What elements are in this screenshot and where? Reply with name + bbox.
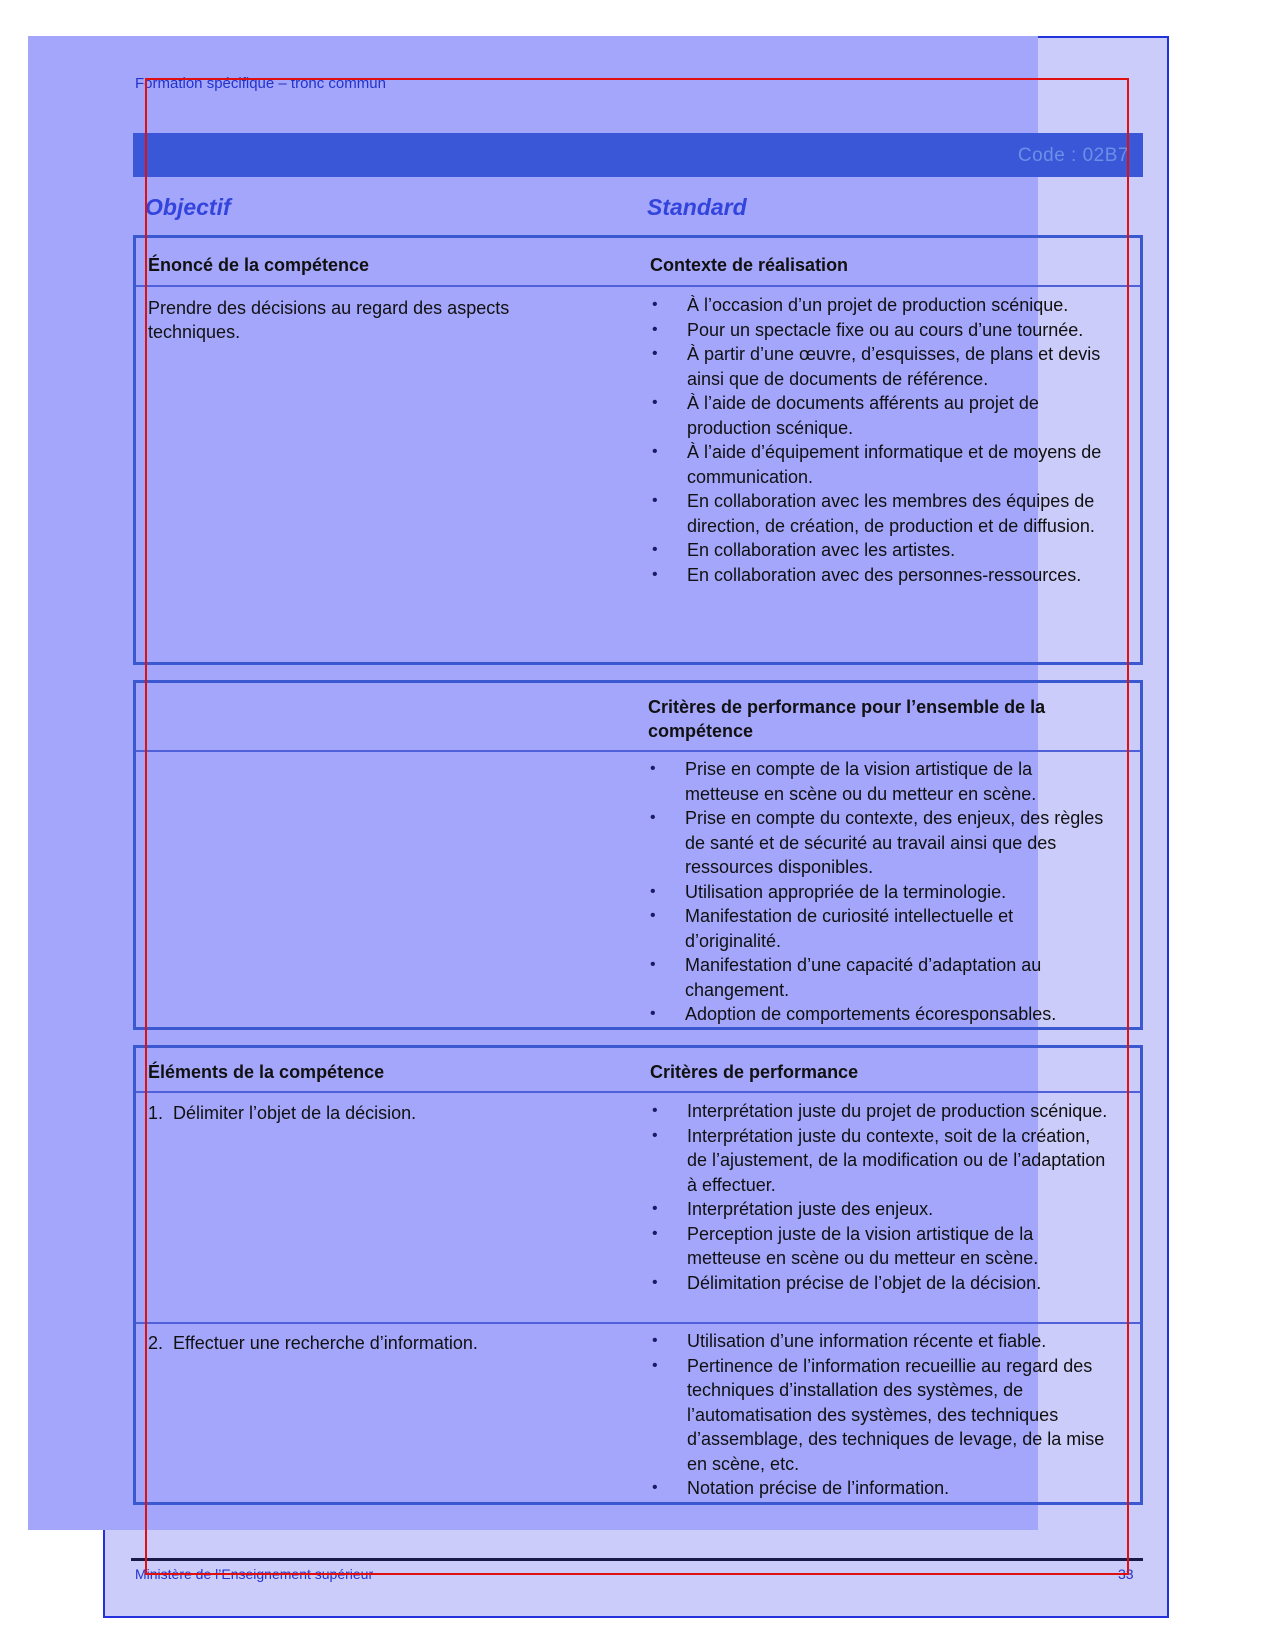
list-item: • Adoption de comportements écoresponsables.	[648, 1002, 1108, 1027]
list-item: • Notation précise de l’information.	[650, 1476, 1110, 1501]
element-2-criteria	[650, 1329, 1110, 1501]
statement-section	[133, 235, 1143, 665]
element-2: 2. Effectuer une recherche d’information.	[148, 1333, 478, 1353]
list-item: • Pour un spectacle fixe ou au cours d’une tournée.	[650, 318, 1120, 343]
list-item: • En collaboration avec les artistes.	[650, 538, 1120, 563]
context-header: Contexte de réalisation	[650, 255, 849, 275]
context-list	[650, 293, 1120, 587]
list-item: • À l’aide de documents afférents au projet de production scénique.	[650, 391, 1120, 440]
element-1-criteria	[650, 1099, 1110, 1295]
divider	[136, 750, 1140, 752]
list-item: • En collaboration avec des personnes-ressources.	[650, 563, 1120, 588]
divider	[136, 285, 1140, 287]
list-item: • Perception juste de la vision artistique de la metteuse en scène ou du metteur en scène.	[650, 1222, 1110, 1271]
list-item: • À l’occasion d’un projet de production scénique.	[650, 293, 1120, 318]
global-criteria-list	[648, 757, 1108, 1027]
list-item: • Pertinence de l’information recueillie au regard des techniques d’installation des systèmes, de l’automatisation des systèmes, des techniques d’assemblage, des techniques de levage, de la mise en scène, etc.	[650, 1354, 1110, 1477]
list-item: • Interprétation juste du projet de production scénique.	[650, 1099, 1110, 1124]
competency-code: Code : 02B7	[1017, 145, 1129, 166]
footer-ministry: Ministère de l’Enseignement supérieur	[135, 1566, 374, 1582]
list-item: • Prise en compte de la vision artistique de la metteuse en scène ou du metteur en scène.	[648, 757, 1108, 806]
performance-header: Critères de performance	[650, 1062, 859, 1082]
statement-header: Énoncé de la compétence	[148, 255, 370, 275]
list-item: • Délimitation précise de l’objet de la décision.	[650, 1271, 1110, 1296]
element-1: 1. Délimiter l’objet de la décision.	[148, 1103, 417, 1123]
divider	[136, 1322, 1140, 1324]
list-item: • Interprétation juste du contexte, soit de la création, de l’ajustement, de la modification ou de l’adaptation à effectuer.	[650, 1124, 1110, 1198]
list-item: • Utilisation appropriée de la terminologie.	[648, 880, 1108, 905]
column-title-standard: Standard	[647, 194, 747, 220]
list-item: • Interprétation juste des enjeux.	[650, 1197, 1110, 1222]
list-item: • À l’aide d’équipement informatique et de moyens de communication.	[650, 440, 1120, 489]
footer-divider	[131, 1558, 1143, 1561]
elements-section	[133, 1045, 1143, 1505]
code-bar	[133, 133, 1143, 177]
program-title: Formation spécifique – tronc commun	[135, 75, 386, 92]
list-item: • Manifestation d’une capacité d’adaptation au changement.	[648, 953, 1108, 1002]
column-title-objective: Objectif	[145, 194, 231, 220]
list-item: • Utilisation d’une information récente et fiable.	[650, 1329, 1110, 1354]
list-item: • Prise en compte du contexte, des enjeux, des règles de santé et de sécurité au travail ainsi que des ressources disponibles.	[648, 806, 1108, 880]
list-item: • En collaboration avec les membres des équipes de direction, de création, de production et de diffusion.	[650, 489, 1120, 538]
column-titles	[145, 194, 1135, 220]
divider	[136, 1091, 1140, 1093]
global-criteria-section	[133, 680, 1143, 1030]
list-item: • À partir d’une œuvre, d’esquisses, de plans et devis ainsi que de documents de référence.	[650, 342, 1120, 391]
elements-header: Éléments de la compétence	[148, 1062, 385, 1082]
competency-statement: Prendre des décisions au regard des aspects techniques.	[148, 298, 510, 342]
global-criteria-header: Critères de performance pour l’ensemble de la compétence	[648, 697, 1046, 741]
list-item: • Manifestation de curiosité intellectuelle et d’originalité.	[648, 904, 1108, 953]
page-number: 33	[1118, 1566, 1134, 1582]
